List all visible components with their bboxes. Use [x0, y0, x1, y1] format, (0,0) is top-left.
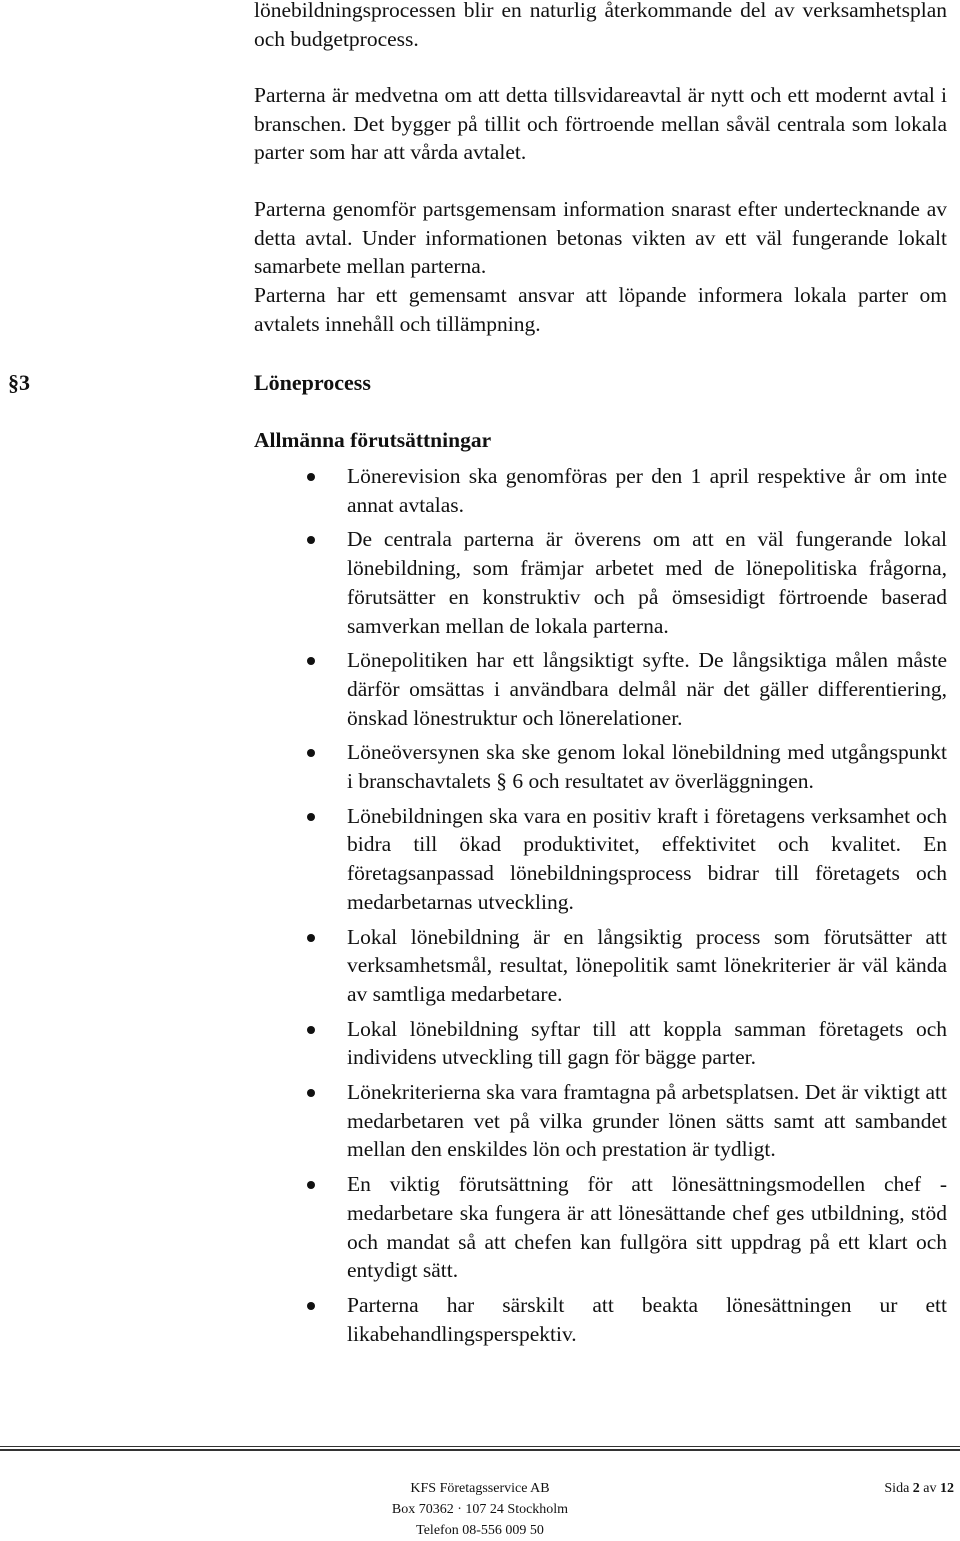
- list-item: [300, 738, 947, 795]
- list-item: [300, 646, 947, 732]
- list-item-text: Löneöversynen ska ske genom lokal lönebildning med utgångspunkt i branschavtalets § 6 och resultatet av överläggningen.: [347, 740, 947, 794]
- bullet-icon: [307, 934, 315, 942]
- footer-company: KFS Företagsservice AB: [410, 1481, 550, 1496]
- bullet-icon: [307, 749, 315, 757]
- list-item-text: Lönekriterierna ska vara framtagna på arbetsplatsen. Det är viktigt att medarbetaren vet på vilka grunder lönen sätts samt att sambandet mellan den enskildes lön och prestation är tydligt.: [347, 1080, 947, 1162]
- list-item: [300, 525, 947, 640]
- bullet-icon: [307, 1181, 315, 1189]
- bullet-icon: [307, 473, 315, 481]
- bullet-icon: [307, 1302, 315, 1310]
- footer-address-block: [330, 1478, 630, 1541]
- bullet-icon: [307, 1026, 315, 1034]
- paragraph-responsibility: Parterna har ett gemensamt ansvar att löpande informera lokala parter om avtalets innehåll och tillämpning.: [254, 283, 947, 336]
- list-item: [300, 1078, 947, 1164]
- bullet-list: [300, 462, 947, 1354]
- page-total: 12: [940, 1481, 954, 1496]
- list-item-text: De centrala parterna är överens om att en väl fungerande lokal lönebildning, som främjar arbetet med de lönepolitiska frågorna, förutsätter en konstruktiv och på ömsesidigt förtroende baserad samverkan mellan de lokala parterna.: [347, 527, 947, 638]
- list-item-text: En viktig förutsättning för att lönesättningsmodellen chef - medarbetare ska fungera är att lönesättande chef ges utbildning, stöd och mandat så att chefen kan fullgöra sitt uppdrag på ett klart och entydigt sätt.: [347, 1172, 947, 1283]
- list-item-text: Lönepolitiken har ett långsiktigt syfte. De långsiktiga målen måste därför omsättas i användbara delmål när det gäller differentiering, önskad lönestruktur och lönerelationer.: [347, 648, 947, 730]
- paragraph-agreement-trust: Parterna är medvetna om att detta tillsvidareavtal är nytt och ett modernt avtal i branschen. Det bygger på tillit och förtroende mellan såväl centrala som lokala parter som har att vårda avtalet.: [254, 83, 947, 165]
- list-item: [300, 1291, 947, 1348]
- section-title: Löneprocess: [254, 370, 371, 395]
- bullet-icon: [307, 536, 315, 544]
- list-item: [300, 802, 947, 917]
- paragraph-continuation: lönebildningsprocessen blir en naturlig återkommande del av verksamhetsplan och budgetprocess.: [254, 0, 947, 51]
- bullet-icon: [307, 1089, 315, 1097]
- section-number: §3: [8, 370, 30, 395]
- list-item-text: Parterna har särskilt att beakta lönesättningen ur ett likabehandlingsperspektiv.: [347, 1292, 947, 1346]
- list-item-text: Lönerevision ska genomföras per den 1 april respektive år om inte annat avtalas.: [347, 464, 947, 517]
- list-item-text: Lönebildningen ska vara en positiv kraft i företagens verksamhet och bidra till ökad produktivitet, effektivitet och kvalitet. En företagsanpassad lönebildningsprocess bidrar till företagets och medarbetarnas utveckling.: [347, 803, 947, 914]
- paragraph-information: Parterna genomför partsgemensam information snarast efter undertecknande av detta avtal. Under informationen betonas vikten av ett väl fungerande lokalt samarbete mellan parterna.: [254, 197, 947, 279]
- page-prefix: Sida: [884, 1481, 910, 1496]
- footer-phone: Telefon 08-556 009 50: [416, 1523, 544, 1538]
- page-current: 2: [912, 1481, 920, 1496]
- footer-address: Box 70362 · 107 24 Stockholm: [391, 1502, 569, 1517]
- subheading: Allmänna förutsättningar: [254, 428, 492, 452]
- list-item: [300, 462, 947, 519]
- list-item-text: Lokal lönebildning syftar till att koppla samman företagets och individens utveckling till gagn för bägge parter.: [347, 1016, 947, 1070]
- page-of: av: [923, 1481, 937, 1496]
- bullet-icon: [307, 657, 315, 665]
- bullet-icon: [307, 813, 315, 821]
- list-item: [300, 923, 947, 1009]
- list-item-text: Lokal lönebildning är en långsiktig process som förutsätter att verksamhetsmål, resultat, lönepolitik samt lönekriterier är väl kända av samtliga medarbetare.: [347, 924, 947, 1006]
- page-number: [884, 1478, 954, 1499]
- list-item: [300, 1170, 947, 1285]
- footer-divider: [0, 1446, 960, 1451]
- list-item: [300, 1015, 947, 1072]
